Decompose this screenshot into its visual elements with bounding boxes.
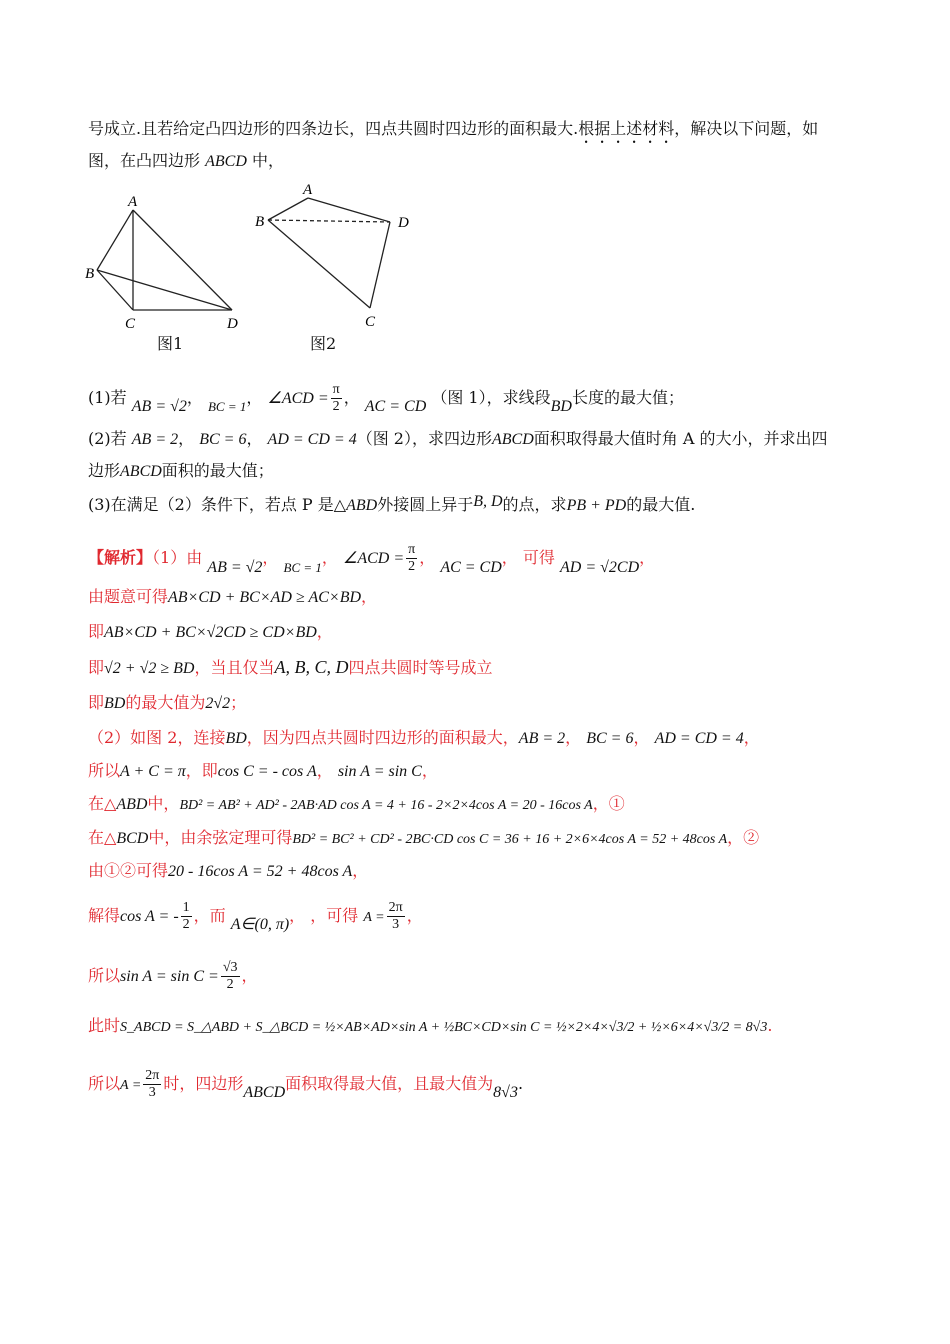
fig1-label-c: C — [125, 316, 136, 330]
sol-l14-frac-num: 2π — [145, 1068, 160, 1083]
sol-l8-c: ，① — [592, 794, 625, 813]
solution-line-10: 由①②可得20 - 16cos A = 52 + 48cos A， — [88, 861, 369, 880]
sol-l7-expr1: A + C = π — [120, 763, 186, 780]
sol-l12-a: 所以 — [88, 966, 121, 985]
intro-line-2 — [88, 150, 284, 173]
q2-tail: 面积取得最大值时角 A 的大小，并求出四 — [533, 429, 828, 448]
fig1-caption: 图1 — [157, 334, 184, 353]
sol-l6-ab: AB = 2 — [518, 730, 566, 747]
solution-line-1: 【解析】（1）由 AB = √2， $_{BC = 1}$， ∠ACD = $\frac{\pi}{2}$ ， AC = CD， 可得 AD = √2CD， — [88, 542, 656, 576]
solution-line-2: 由题意可得AB×CD + BC×AD ≥ AC×BD， — [88, 587, 378, 606]
figure-2 — [250, 178, 430, 333]
solution-line-12: 所以sin A = sin C = $\frac{√3}{2}$ ， — [88, 960, 258, 992]
sol-l3-a: 即 — [88, 622, 105, 641]
sol-l6-bd: BD — [225, 730, 247, 747]
q1-frac-num: π — [332, 382, 340, 397]
intro-text-2: 图，在凸四边形 — [88, 151, 206, 170]
sol-l8-b: 中， — [147, 794, 180, 813]
sol-l1-frac-den: 2 — [408, 559, 416, 574]
q2-adcd: AD = CD = 4 — [267, 431, 357, 448]
q1-suffix-a: （图 1），求线段 — [431, 388, 551, 407]
sol-l4-expr: √2 + √2 ≥ BD — [104, 660, 195, 677]
sol-l14-frac-den: 3 — [148, 1085, 156, 1100]
solution-line-4 — [88, 656, 493, 680]
q2-suffix: （图 2），求四边形 — [356, 429, 492, 448]
sol-l3-expr: AB×CD + BC×√2CD ≥ CD×BD — [104, 624, 317, 641]
sol-l11-A: A = — [363, 910, 385, 925]
sol-l11-frac-num: 1 — [182, 900, 190, 915]
sol-l9-a: 在△ — [88, 828, 117, 847]
solution-line-6: （2）如图 2，连接BD，因为四点共圆时四边形的面积最大，AB = 2， BC = 6， AD = CD = 4， — [88, 728, 760, 747]
sol-l14-val: 8√3 — [493, 1084, 518, 1101]
question-1: (1)若 AB = √2， $_{BC = 1}$， ∠ACD = $\frac{\pi}{2}$ ， AC = CD （图 1），求线段BD长度的最大值； — [88, 382, 684, 415]
intro-text: 号成立.且若给定凸四边形的四条边长，四点共圆时四边形的面积最大. — [88, 119, 579, 138]
sol-l11-frac — [181, 900, 192, 933]
sol-l9-c: ，② — [727, 828, 760, 847]
sol-l1-bc: BC = 1 — [283, 560, 322, 575]
solution-line-7: 所以A + C = π，即cos C = - cos A， sin A = sin C， — [88, 761, 438, 780]
sol-l14-A: A = — [120, 1078, 142, 1093]
sol-l10-expr: 20 - 16cos A = 52 + 48cos A — [168, 863, 353, 880]
sol-l11-range: A∈(0, π) — [230, 916, 290, 933]
sol-l4-a: 即 — [88, 658, 105, 677]
sol-l1-a: （1）由 — [152, 548, 203, 567]
figure-1 — [80, 190, 260, 330]
sol-l14-d: . — [517, 1074, 524, 1093]
fig1-edge-ab — [97, 210, 133, 270]
sol-l10-a: 由①②可得 — [88, 861, 169, 880]
q1-ab: AB = √2 — [131, 398, 187, 415]
fig1-label-d: D — [227, 316, 238, 330]
sol-l7-b: ，即 — [185, 761, 218, 780]
solution-tag: 【解析】 — [88, 548, 153, 567]
sol-l5-b: 的最大值为 — [125, 693, 206, 712]
fig2-edge-ab — [268, 198, 308, 220]
q3-bd: B, D — [473, 493, 503, 510]
sol-l12-frac-num: √3 — [222, 960, 238, 975]
sol-l1-ad: AD = √2CD — [559, 559, 640, 576]
solution-line-3: 即AB×CD + BC×√2CD ≥ CD×BD， — [88, 622, 333, 641]
intro-line-1 — [88, 118, 818, 147]
fig2-label-c: C — [365, 314, 376, 330]
sol-l14-c: 面积取得最大值，且最大值为 — [285, 1074, 494, 1093]
sol-l7-expr2: cos C = - cos A — [217, 763, 317, 780]
q1-prefix: (1)若 — [88, 388, 127, 407]
q2-abcd: ABCD — [491, 431, 534, 448]
q3-abd: ABD — [346, 497, 378, 514]
sol-l1-frac-num: π — [408, 542, 416, 557]
sol-l11-frac2 — [387, 900, 405, 933]
fig2-edge-bc — [268, 220, 370, 308]
sol-l6-a: （2）如图 2，连接 — [88, 728, 226, 747]
sol-l1-b: 可得 — [522, 548, 555, 567]
sol-l5-a: 即 — [88, 693, 105, 712]
sol-l11-frac2-num: 2π — [388, 900, 403, 915]
sol-l4-c: 四点共圆时等号成立 — [348, 658, 493, 677]
q2-line2-b: ABCD — [120, 463, 162, 480]
sol-l1-angle: ∠ACD = — [343, 550, 405, 567]
solution-line-9 — [88, 827, 759, 851]
fig2-label-d: D — [398, 215, 409, 231]
q1-frac-den: 2 — [332, 399, 340, 414]
intro-emphasis: 根据上述材料 — [578, 119, 675, 138]
sol-l14-b: 时，四边形 — [163, 1074, 244, 1093]
sol-l13-expr: S_ABCD = S_△ABD + S_△BCD = ½×AB×AD×sin A + ½BC×CD×sin C = ½×2×4×√3/2 + ½×6×4×√3/2 = 8√3 — [120, 1020, 768, 1035]
sol-l14-abcd: ABCD — [243, 1084, 286, 1101]
sol-l11-b: ，而 — [193, 906, 226, 925]
fig2-label-b: B — [255, 214, 265, 230]
sol-l8-abd: ABD — [116, 796, 148, 813]
question-3 — [88, 494, 695, 517]
q3-tail: 的最大值. — [626, 495, 696, 514]
sol-l6-b: ，因为四点共圆时四边形的面积最大， — [246, 728, 519, 747]
quad-name: ABCD — [205, 153, 247, 170]
sol-l14-a: 所以 — [88, 1074, 121, 1093]
sol-l7-a: 所以 — [88, 761, 121, 780]
q3-mid2: 的点，求 — [502, 495, 567, 514]
sol-l5-bd: BD — [104, 695, 126, 712]
sol-l2-expr: AB×CD + BC×AD ≥ AC×BD — [168, 589, 362, 606]
sol-l12-frac-den: 2 — [226, 977, 234, 992]
sol-l4-pts: A, B, C, D — [274, 657, 349, 677]
sol-l6-bc: BC = 6 — [586, 730, 634, 747]
question-2-line-2 — [88, 460, 274, 483]
sol-l9-bcd: BCD — [116, 830, 149, 847]
sol-l1-frac — [406, 542, 417, 575]
sol-l4-b: ，当且仅当 — [194, 658, 275, 677]
q2-prefix: (2)若 — [88, 429, 127, 448]
q3-mid: 外接圆上异于 — [377, 495, 474, 514]
solution-line-8 — [88, 793, 625, 817]
q2-line2-a: 边形 — [88, 461, 121, 480]
sol-l2-a: 由题意可得 — [88, 587, 169, 606]
sol-l9-b: 中，由余弦定理可得 — [148, 828, 293, 847]
sol-l6-adcd: AD = CD = 4 — [654, 730, 744, 747]
sol-l8-a: 在△ — [88, 794, 117, 813]
q2-line2-c: 面积的最大值； — [161, 461, 274, 480]
solution-line-13: 此时S_ABCD = S_△ABD + S_△BCD = ½×AB×AD×sin A + ½BC×CD×sin C = ½×2×4×√3/2 + ½×6×4×√3/2 = 8√3. — [88, 1016, 773, 1035]
sol-l1-ac: AC = CD — [440, 559, 502, 576]
sol-l12-frac — [221, 960, 240, 993]
fig2-caption: 图2 — [310, 334, 337, 353]
fig2-label-a: A — [303, 182, 313, 198]
sol-l5-val: 2√2 — [205, 695, 231, 712]
sol-l14-frac — [143, 1068, 161, 1101]
q1-ac: AC = CD — [364, 398, 427, 415]
q2-ab: AB = 2 — [131, 431, 179, 448]
q1-frac — [331, 382, 342, 415]
sol-l5-c: ； — [230, 693, 247, 712]
q1-angle: ∠ACD = — [267, 390, 329, 407]
q1-bd: BD — [550, 398, 572, 415]
sol-l8-expr: BD² = AB² + AD² - 2AB·AD cos A = 4 + 16 - 2×2×4cos A = 20 - 16cos A — [179, 798, 593, 813]
sol-l13-a: 此时 — [88, 1016, 121, 1035]
q3-prefix: (3)在满足（2）条件下，若点 P 是△ — [88, 495, 347, 514]
question-2-line-1: (2)若 AB = 2， BC = 6， AD = CD = 4（图 2），求四边形ABCD面积取得最大值时角 A 的大小，并求出四 — [88, 429, 828, 448]
sol-l11-a: 解得 — [88, 906, 121, 925]
solution-line-5 — [88, 692, 246, 715]
sol-l11-c: ，可得 — [310, 906, 359, 925]
fig2-edge-bd-dashed — [268, 220, 390, 222]
sol-l12-expr: sin A = sin C = — [120, 968, 219, 985]
q2-bc: BC = 6 — [199, 431, 247, 448]
intro-text-end: ，解决以下问题，如 — [674, 119, 819, 138]
sol-l11-cos: cos A = - — [120, 908, 179, 925]
sol-l7-expr3: sin A = sin C — [337, 763, 422, 780]
q3-expr: PB + PD — [566, 497, 627, 514]
fig1-label-b: B — [85, 266, 95, 282]
fig2-edge-cd — [370, 222, 390, 308]
q1-bc: BC = 1 — [207, 399, 247, 414]
solution-line-14 — [88, 1068, 523, 1101]
solution-line-11: 解得cos A = - $\frac{1}{2}$ ，而 A∈(0, π)， ，可得 A = $\frac{2\pi}{3}$ ， — [88, 900, 423, 933]
sol-l11-frac-den: 2 — [182, 917, 190, 932]
sol-l9-expr: BD² = BC² + CD² - 2BC·CD cos C = 36 + 16 + 2×6×4cos A = 52 + 48cos A — [292, 832, 728, 847]
fig1-label-a: A — [128, 194, 138, 210]
intro-text-3: 中， — [246, 151, 284, 170]
q1-suffix-b: 长度的最大值； — [571, 388, 684, 407]
sol-l11-frac2-den: 3 — [392, 917, 400, 932]
fig2-edge-ad — [308, 198, 390, 222]
sol-l1-ab: AB = √2 — [207, 559, 263, 576]
